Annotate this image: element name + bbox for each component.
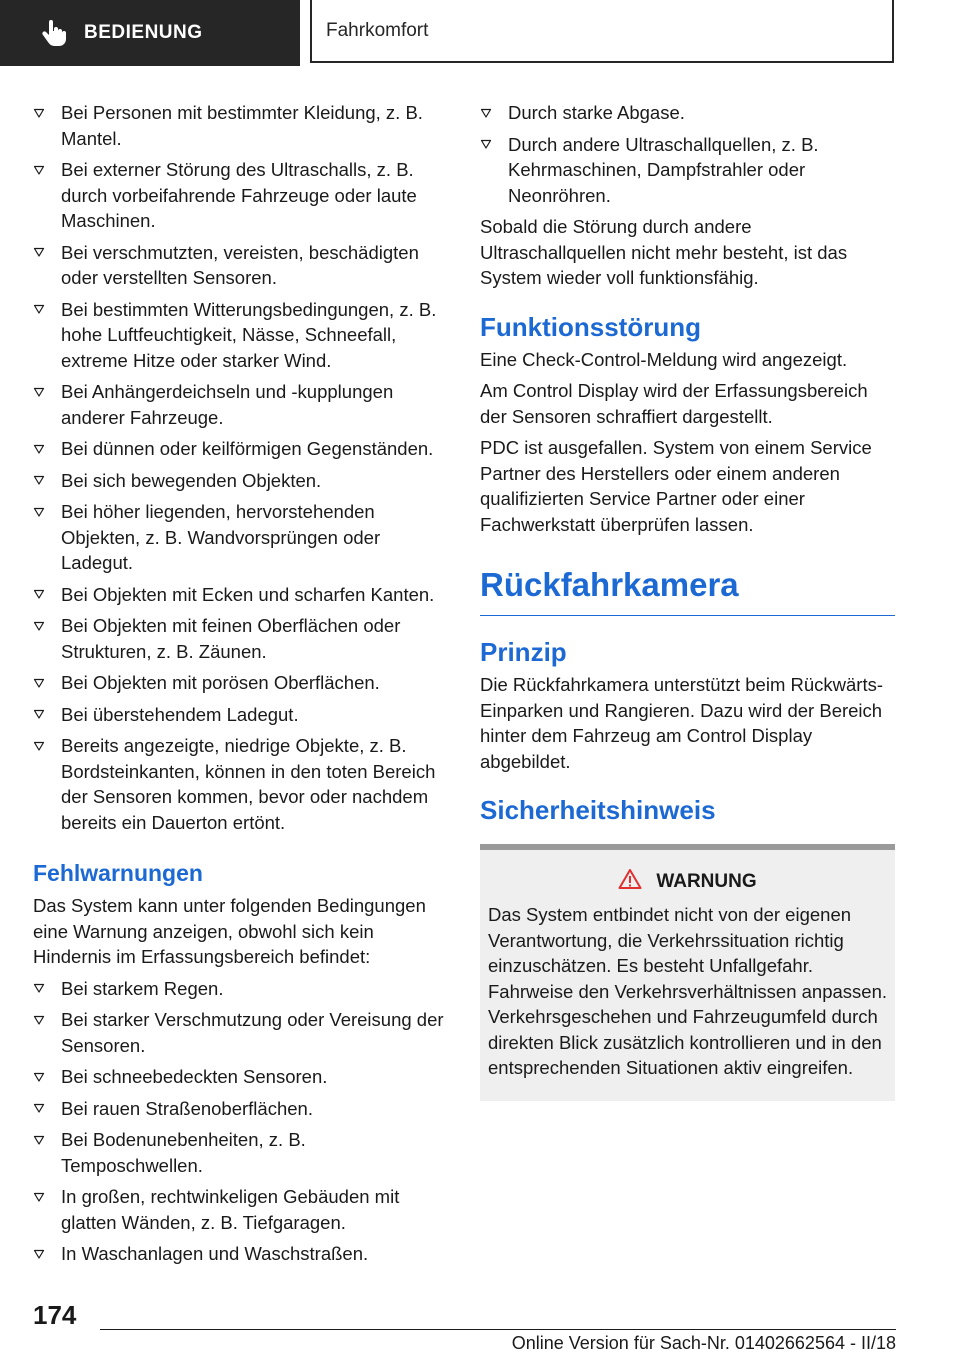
- list-item: [33, 702, 448, 728]
- triangle-bullet-icon: [33, 1127, 47, 1153]
- list-item-text: Durch andere Ultraschallquellen, z. B. Kehrmaschinen, Dampfstrahler oder Neonröhren.: [508, 133, 819, 206]
- list-item: [33, 157, 448, 234]
- funktionsstoerung-p1: Eine Check-Control-Meldung wird angezeigt.: [480, 348, 848, 370]
- list-item: [33, 297, 448, 374]
- list-item: [33, 670, 448, 696]
- list-item: [33, 468, 448, 494]
- list-item: [33, 733, 448, 835]
- section-tab: [0, 0, 300, 66]
- funktionsstoerung-p3: PDC ist ausgefallen. System von einem Service Partner des Herstellers oder einem anderen qualifizierten Service Partner oder einer Fachwerkstatt überprüfen lassen.: [480, 437, 872, 535]
- prinzip-text: Die Rückfahrkamera unterstützt beim Rückwärts-Einparken und Rangieren. Dazu wird der Bereich hinter dem Fahrzeug am Control Display abgebildet.: [480, 674, 884, 772]
- triangle-bullet-icon: [33, 100, 47, 126]
- page-number: 174: [33, 1300, 77, 1330]
- hand-pointer-icon: [40, 19, 68, 47]
- list-item: [33, 1184, 448, 1235]
- list-item-text: Bei Anhängerdeichseln und -kupplungen anderer Fahrzeuge.: [61, 381, 394, 428]
- warning-text: Das System entbindet nicht von der eigenen Verantwortung, die Verkehrssituation richtig einzuschätzen. Es besteht Unfallgefahr. Fahrweise den Verkehrsverhältnissen anpassen. Verkehrsgeschehen und Fahrzeugumfeld durch direkten Blick zusätzlich kontrollieren und in den entsprechenden Situationen aktiv eingreifen.: [488, 904, 888, 1078]
- list-item-text: Bei schneebedeckten Sensoren.: [61, 1066, 328, 1087]
- triangle-bullet-icon: [33, 379, 47, 405]
- list-item: [33, 582, 448, 608]
- list-item-text: Durch starke Abgase.: [508, 102, 685, 123]
- list-item-text: Bei Bodenunebenheiten, z. B. Temposchwellen.: [61, 1129, 306, 1176]
- triangle-bullet-icon: [33, 1064, 47, 1090]
- sicherheitshinweis-heading: Sicherheitshinweis: [480, 795, 716, 825]
- triangle-bullet-icon: [33, 670, 47, 696]
- page-header: [0, 0, 960, 66]
- list-item-text: Bei Objekten mit Ecken und scharfen Kanten.: [61, 583, 435, 605]
- list-item: [33, 100, 448, 151]
- funktionsstoerung-p2: Am Control Display wird der Erfassungsbereich der Sensoren schraffiert dargestellt.: [480, 380, 868, 427]
- list-item: [33, 1241, 448, 1267]
- list-item: [33, 436, 448, 462]
- sobald-paragraph: Sobald die Störung durch andere Ultraschallquellen nicht mehr besteht, ist das System wieder voll funktionsfähig.: [480, 216, 848, 288]
- prinzip-heading: Prinzip: [480, 637, 567, 667]
- false-warnings-list-continued: [480, 100, 895, 208]
- list-item: [33, 1096, 448, 1122]
- list-item-text: Bei starkem Regen.: [61, 977, 224, 999]
- triangle-bullet-icon: [33, 468, 47, 494]
- list-item-text: In großen, rechtwinkeligen Gebäuden mit glatten Wänden, z. B. Tiefgaragen.: [61, 1186, 400, 1233]
- left-column: [33, 100, 448, 1273]
- footer-divider: [100, 1329, 896, 1330]
- list-item-text: Bei Personen mit bestimmter Kleidung, z. B. Mantel.: [61, 102, 423, 149]
- right-column: [480, 100, 895, 1101]
- list-item-text: Bereits angezeigte, niedrige Objekte, z. B. Bordsteinkanten, können in den toten Bereich der Sensoren kommen, bevor oder nachdem bereits ein Dauerton ertönt.: [61, 735, 436, 833]
- triangle-bullet-icon: [33, 157, 47, 183]
- list-item-text: Bei dünnen oder keilförmigen Gegenständen.: [61, 438, 434, 459]
- triangle-bullet-icon: [33, 976, 47, 1002]
- triangle-bullet-icon: [33, 1184, 47, 1210]
- list-item-text: Bei sich bewegenden Objekten.: [61, 469, 322, 491]
- triangle-bullet-icon: [33, 702, 47, 728]
- triangle-bullet-icon: [480, 100, 494, 126]
- list-item-text: Bei bestimmten Witterungsbedingungen, z. B. hohe Luftfeuchtigkeit, Nässe, Schneefall, extreme Hitze oder starker Wind.: [61, 298, 437, 371]
- fehlwarnungen-heading: Fehlwarnungen: [33, 860, 203, 886]
- list-item: [33, 976, 448, 1002]
- list-item-text: Bei höher liegenden, hervorstehenden Objekten, z. B. Wandvorsprüngen oder Ladegut.: [61, 501, 381, 573]
- triangle-bullet-icon: [33, 582, 47, 608]
- triangle-bullet-icon: [33, 240, 47, 266]
- list-item: [33, 1007, 448, 1058]
- warning-triangle-icon: [618, 868, 642, 896]
- triangle-bullet-icon: [33, 1007, 47, 1033]
- limitations-list: [33, 100, 448, 835]
- triangle-bullet-icon: [33, 613, 47, 639]
- section-label: BEDIENUNG: [84, 22, 203, 43]
- rueckfahrkamera-heading: Rückfahrkamera: [480, 565, 895, 616]
- triangle-bullet-icon: [33, 1096, 47, 1122]
- list-item-text: Bei starker Verschmutzung oder Vereisung der Sensoren.: [61, 1009, 444, 1056]
- triangle-bullet-icon: [33, 499, 47, 525]
- list-item-text: Bei überstehendem Ladegut.: [61, 703, 299, 725]
- triangle-bullet-icon: [33, 436, 47, 462]
- list-item-text: Bei verschmutzten, vereisten, beschädigten oder verstellten Sensoren.: [61, 241, 419, 288]
- list-item-text: Bei externer Störung des Ultraschalls, z. B. durch vorbeifahrende Fahrzeuge oder laute Maschinen.: [61, 159, 417, 231]
- warning-title: WARNUNG: [656, 871, 757, 892]
- list-item: [33, 1127, 448, 1178]
- warning-box: [480, 844, 895, 1101]
- triangle-bullet-icon: [33, 733, 47, 759]
- warning-title-row: [488, 868, 887, 896]
- triangle-bullet-icon: [33, 297, 47, 323]
- triangle-bullet-icon: [480, 132, 494, 158]
- online-version-note: Online Version für Sach-Nr. 01402662564 - II/18: [511, 1333, 896, 1353]
- fehlwarnungen-text: Das System kann unter folgenden Bedingungen eine Warnung anzeigen, obwohl sich kein Hindernis im Erfassungsbereich befindet:: [33, 895, 426, 967]
- list-item-text: Bei rauen Straßenoberflächen.: [61, 1097, 313, 1119]
- chapter-label: Fahrkomfort: [326, 19, 429, 41]
- list-item: [33, 1064, 448, 1090]
- list-item-text: Bei Objekten mit porösen Oberflächen.: [61, 672, 380, 693]
- list-item-text: Bei Objekten mit feinen Oberflächen oder Strukturen, z. B. Zäunen.: [61, 615, 401, 662]
- list-item: [480, 100, 895, 126]
- list-item: [33, 613, 448, 664]
- list-item: [33, 499, 448, 576]
- chapter-tab: [310, 0, 894, 63]
- false-warnings-list: [33, 976, 448, 1267]
- list-item: [480, 132, 895, 209]
- list-item-text: In Waschanlagen und Waschstraßen.: [61, 1243, 369, 1264]
- funktionsstoerung-heading: Funktionsstörung: [480, 311, 701, 342]
- list-item: [33, 379, 448, 430]
- list-item: [33, 240, 448, 291]
- triangle-bullet-icon: [33, 1241, 47, 1267]
